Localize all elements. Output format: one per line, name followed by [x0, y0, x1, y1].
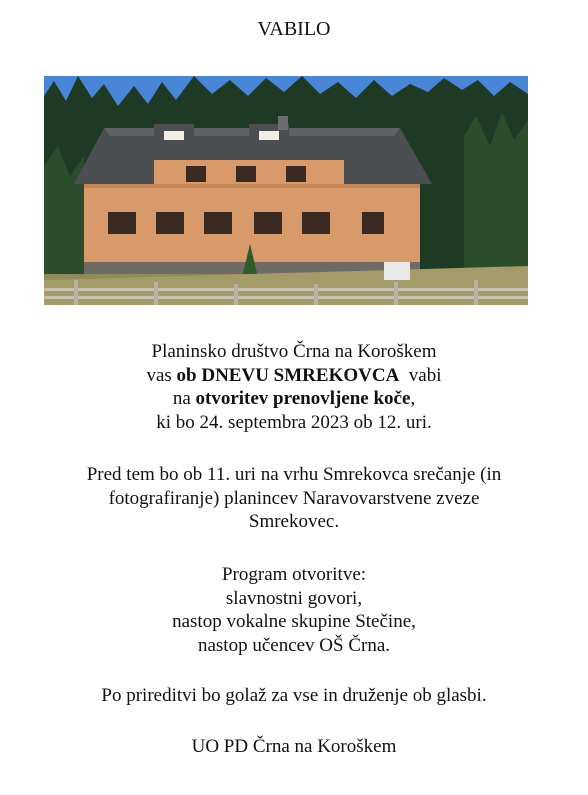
program-item: nastop učencev OŠ Črna.	[197, 634, 391, 656]
event-purpose: otvoritev prenovljene koče	[195, 388, 411, 409]
gathering-line-2: fotografiranje) planincev Naravovarstvene zveze	[108, 487, 480, 509]
program-item: slavnostni govori,	[225, 587, 363, 609]
invitation-line-2: vas ob DNEVU SMREKOVCA vabi	[146, 364, 442, 386]
program-item: nastop vokalne skupine Stečine,	[172, 611, 416, 632]
invitation-line-4: ki bo 24. septembra 2023 ob 12. uri.	[156, 411, 432, 433]
signature: UO PD Črna na Koroškem	[191, 736, 397, 757]
invitation-block	[30, 340, 558, 434]
event-name: ob DNEVU SMREKOVCA	[176, 364, 400, 386]
gathering-line-3: Smrekovec.	[248, 511, 340, 532]
gathering-block	[30, 463, 558, 534]
invitation-line-3: na otvoritev prenovljene koče,	[172, 388, 416, 409]
program-block	[30, 563, 558, 657]
after-event-text: Po prireditvi bo golaž za vse in druženje ob glasbi.	[101, 685, 487, 706]
gathering-line-1: Pred tem bo ob 11. uri na vrhu Smrekovca srečanje (in	[86, 464, 502, 485]
invitation-line-1: Planinsko društvo Črna na Koroškem	[151, 341, 437, 362]
page-title: VABILO	[257, 18, 331, 40]
mountain-hut-photo	[44, 76, 528, 305]
program-heading: Program otvoritve:	[221, 564, 367, 585]
